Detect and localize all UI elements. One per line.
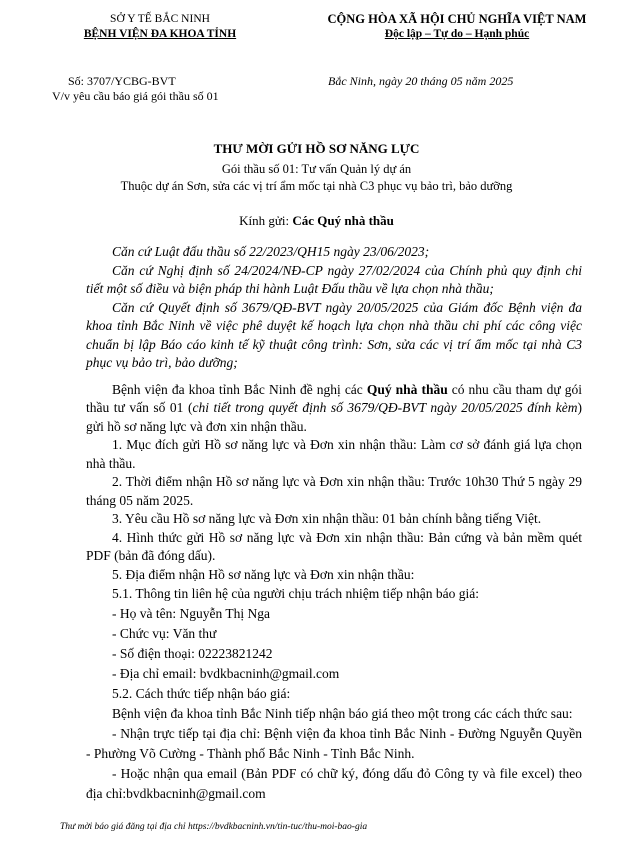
document-reference <box>52 74 219 104</box>
list-item: 4. Hình thức gửi Hồ sơ năng lực và Đơn xin nhận thầu: Bản cứng và bản mềm quét PDF (bản đã đóng dấu). <box>86 529 582 563</box>
national-header <box>292 12 622 42</box>
list-item: 2. Thời điểm nhận Hồ sơ năng lực và Đơn xin nhận thầu: Trước 10h30 Thứ 5 ngày 29 tháng 05 năm 2025. <box>86 474 582 508</box>
list-item: 5. Địa điểm nhận Hồ sơ năng lực và Đơn xin nhận thầu: <box>112 566 415 582</box>
project-name: Thuộc dự án Sơn, sửa các vị trí ẩm mốc tại nhà C3 phục vụ bảo trì, bảo dưỡng <box>120 179 513 193</box>
legal-basis: Căn cứ Nghị định số 24/2024/NĐ-CP ngày 27/02/2024 của Chính phủ quy định chi tiết một số điều và biện pháp thi hành Luật Đấu thầu về lựa chọn nhà thầu; <box>86 262 582 296</box>
hospital-name: BỆNH VIỆN ĐA KHOA TỈNH <box>83 28 237 40</box>
list-item: 3. Yêu cầu Hồ sơ năng lực và Đơn xin nhận thầu: 01 bản chính bằng tiếng Việt. <box>112 511 542 526</box>
intro-paragraph <box>86 381 582 437</box>
intro-italic: chi tiết trong quyết định số 3679/QĐ-BVT ngày 20/05/2025 đính kèm <box>192 400 578 415</box>
issuer-block <box>50 12 270 42</box>
list-item: 1. Mục đích gửi Hồ sơ năng lực và Đơn xin nhận thầu: Làm cơ sở đánh giá lựa chọn nhà thầu. <box>86 437 582 471</box>
list-item: - Chức vụ: Văn thư <box>112 626 217 641</box>
doc-subject: V/v yêu cầu báo giá gói thầu số 01 <box>52 89 219 103</box>
greeting-recipient: Các Quý nhà thầu <box>292 213 394 228</box>
intro-bold: Quý nhà thầu <box>366 381 448 397</box>
intro-text: Bệnh viện đa khoa tỉnh Bắc Ninh đề nghị các <box>112 381 367 397</box>
footer-note: Thư mời báo giá đăng tại địa chỉ https://bvdkbacninh.vn/tin-tuc/thu-moi-bao-gia <box>60 822 368 832</box>
list-item: - Địa chỉ email: bvdkbacninh@gmail.com <box>112 666 340 681</box>
agency-name: SỞ Y TẾ BẮC NINH <box>110 13 210 25</box>
list-item: - Họ và tên: Nguyễn Thị Nga <box>112 606 270 621</box>
greeting-prefix: Kính gửi: <box>239 213 293 228</box>
list-item: Bệnh viện đa khoa tỉnh Bắc Ninh tiếp nhận báo giá theo một trong các cách thức sau: <box>112 706 573 721</box>
list-item: - Nhận trực tiếp tại địa chỉ: Bệnh viện đa khoa tỉnh Bắc Ninh - Đường Nguyễn Quyền - Phường Võ Cường - Thành phố Bắc Ninh - Tỉnh Bắc Ninh. <box>86 726 582 761</box>
package-name: Gói thầu số 01: Tư vấn Quản lý dự án <box>221 162 412 176</box>
issue-date: Bắc Ninh, ngày 20 tháng 05 năm 2025 <box>328 74 514 88</box>
page-title: THƯ MỜI GỬI HỒ SƠ NĂNG LỰC <box>213 141 420 156</box>
list-item: 5.2. Cách thức tiếp nhận báo giá: <box>112 686 291 701</box>
list-item: - Hoặc nhận qua email (Bản PDF có chữ ký, đóng dấu đỏ Công ty và file excel) theo địa chỉ:bvdkbacninh@gmail.com <box>86 766 582 801</box>
legal-basis: Căn cứ Quyết định số 3679/QĐ-BVT ngày 20/05/2025 của Giám đốc Bệnh viện đa khoa tỉnh Bắc Ninh về việc phê duyệt kế hoạch lựa chọn nhà thầu chi phí các công việc chuẩn bị lập Báo cáo kinh tế kỹ thuật công trình: Sơn, sửa các vị trí ẩm mốc tại nhà C3 phục vụ bảo trì, bảo dưỡng; <box>86 299 582 370</box>
doc-number: Số: 3707/YCBG-BVT <box>68 74 176 88</box>
list-item: 5.1. Thông tin liên hệ của người chịu trách nhiệm tiếp nhận báo giá: <box>112 586 479 601</box>
letter-body <box>86 243 582 804</box>
intro-text: ) gửi hồ sơ năng lực và đơn xin nhận thầu. <box>86 400 582 434</box>
motto: Độc lập – Tự do – Hạnh phúc <box>384 28 530 40</box>
greeting <box>0 213 633 229</box>
country-name: CỘNG HÒA XÃ HỘI CHỦ NGHĨA VIỆT NAM <box>327 12 587 26</box>
intro-text: có nhu cầu tham dự gói thầu tư vấn số 01 ( <box>86 381 582 415</box>
legal-basis: Căn cứ Luật đấu thầu số 22/2023/QH15 ngày 23/06/2023; <box>112 244 430 259</box>
list-item: - Số điện thoại: 02223821242 <box>112 646 273 661</box>
